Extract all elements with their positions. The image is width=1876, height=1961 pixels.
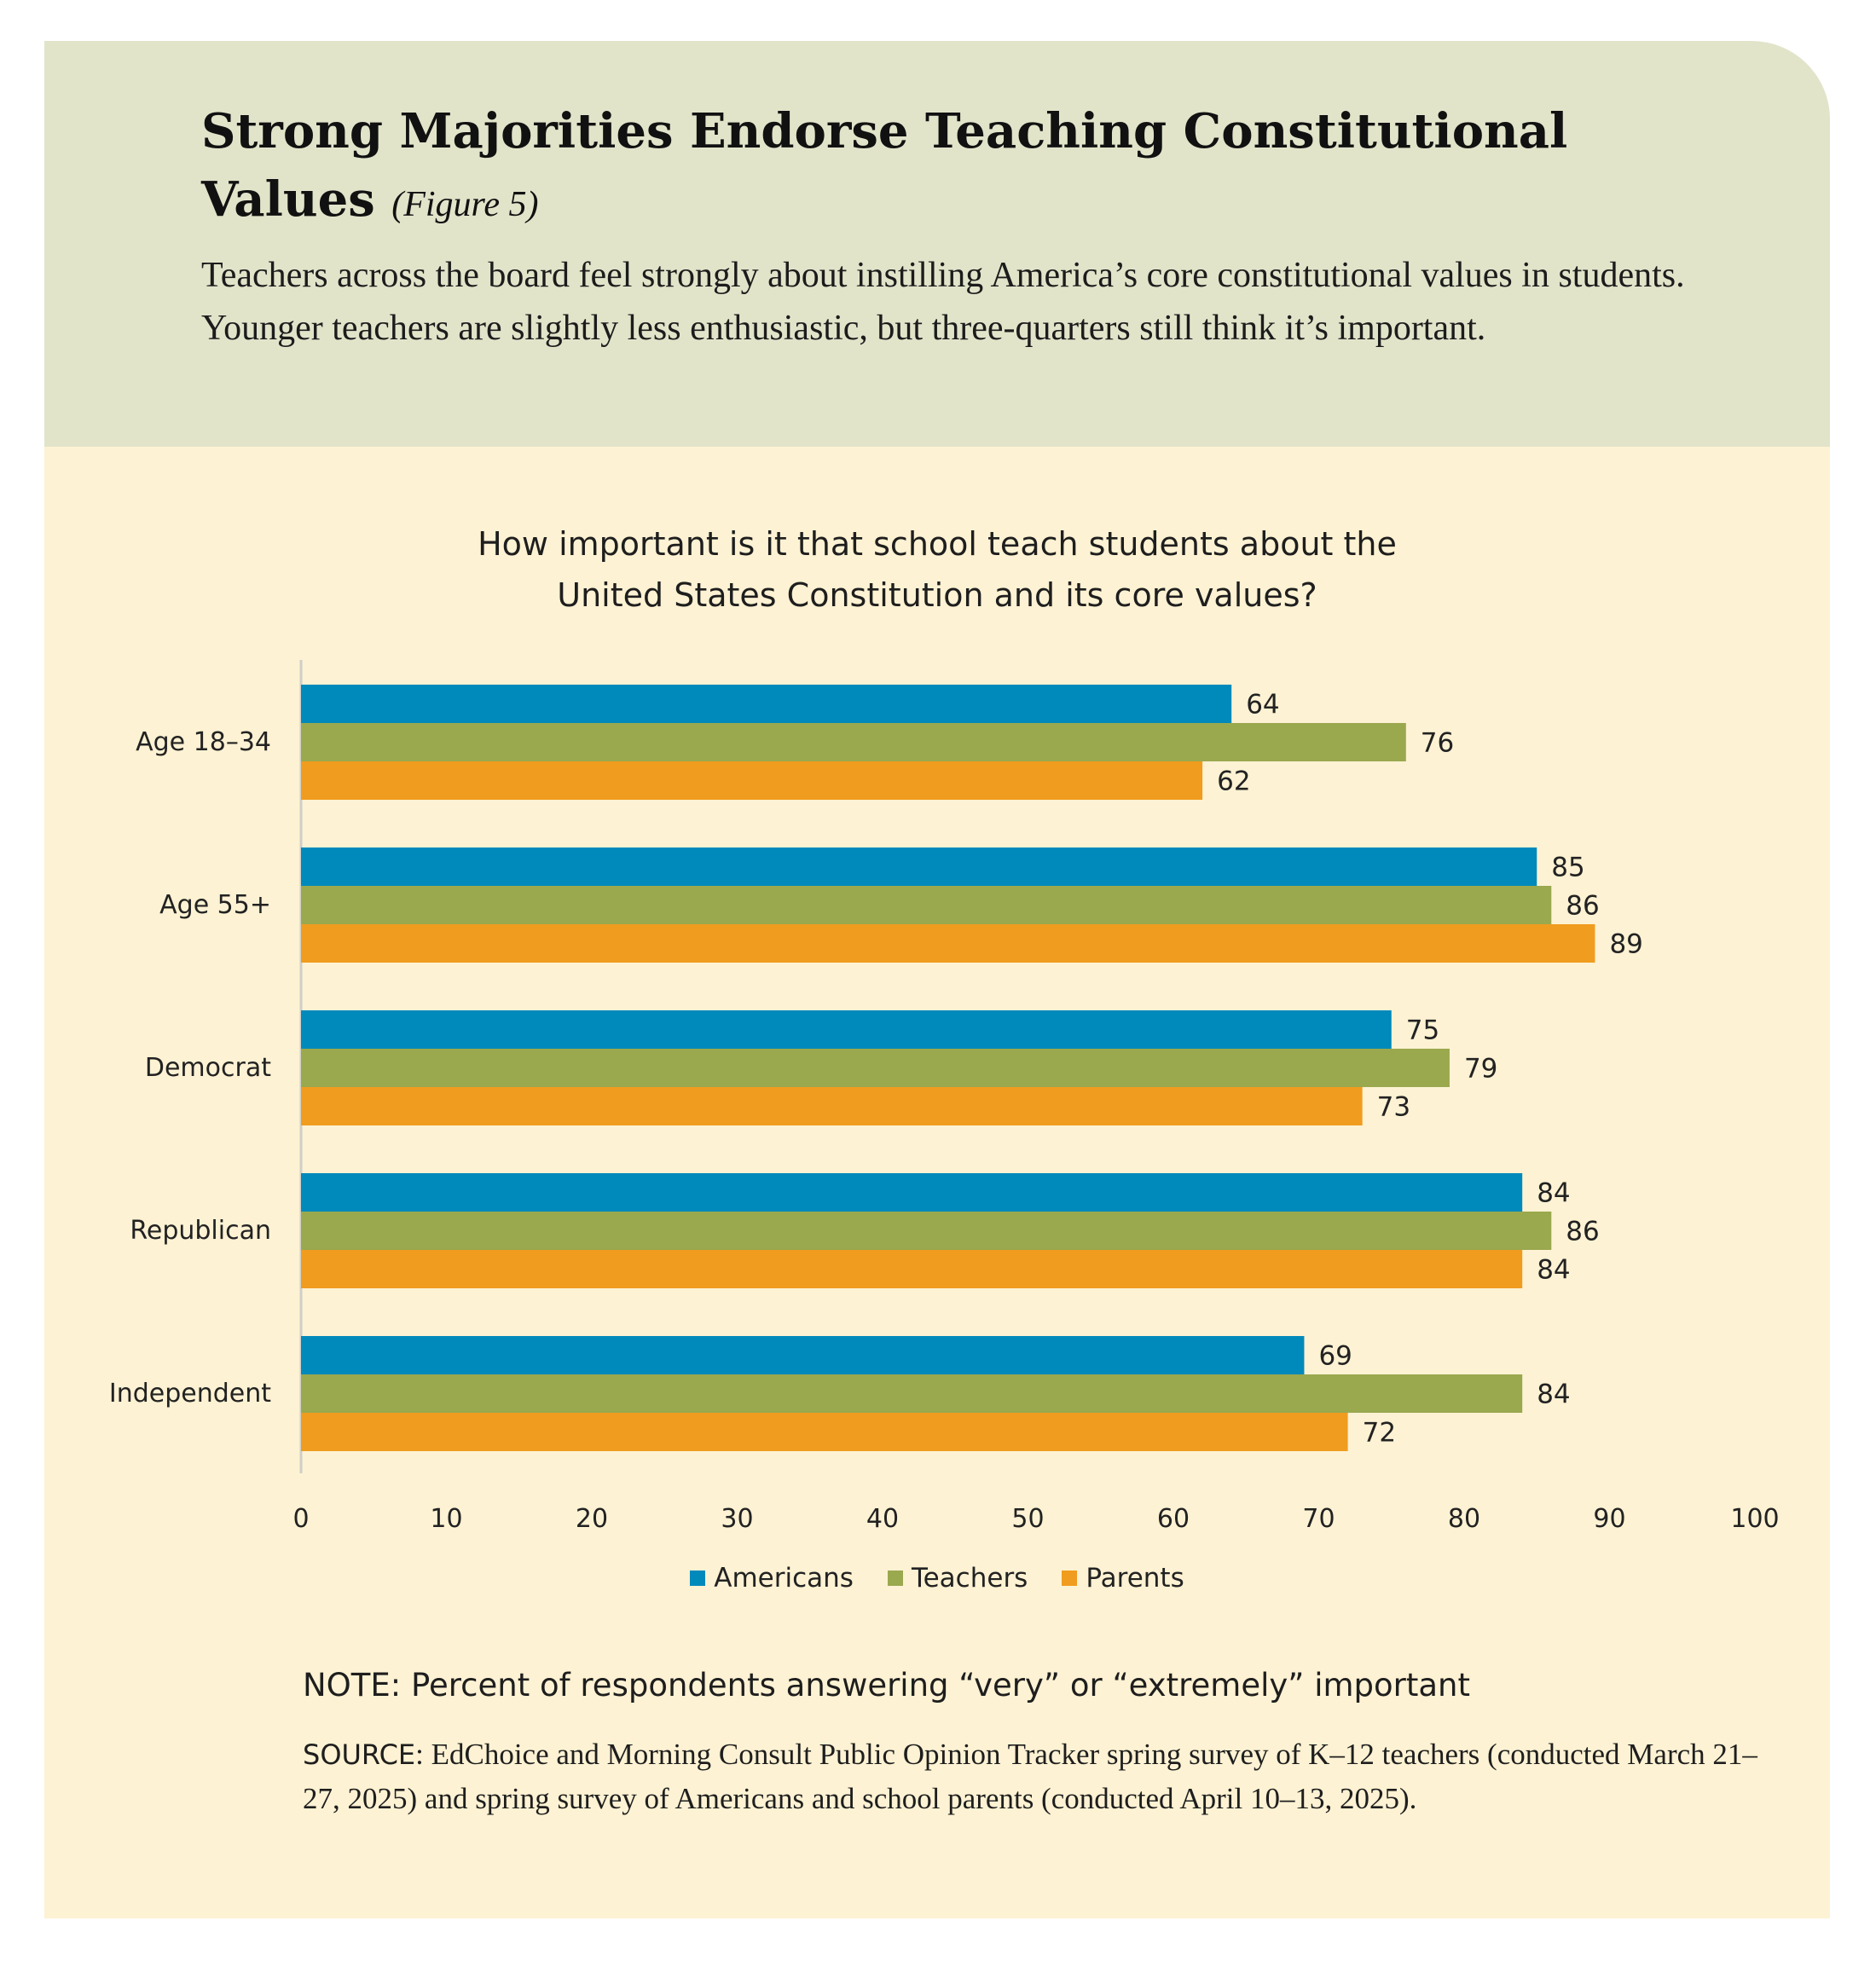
category-label: Democrat — [144, 1053, 271, 1083]
bar-value-label: 76 — [1420, 727, 1455, 759]
bar-value-label: 84 — [1537, 1177, 1571, 1209]
legend-label: Americans — [714, 1563, 854, 1594]
legend-swatch — [690, 1571, 705, 1586]
bar-value-label: 73 — [1376, 1091, 1411, 1123]
source-text: : EdChoice and Morning Consult Public Opinion Tracker spring survey of K–12 teachers (conducted March 21–27, 2025) and spring survey of Americans and school parents (conducted April 10–13, 2025). — [303, 1738, 1757, 1815]
bar-parents — [301, 1413, 1348, 1451]
x-tick-label: 90 — [1593, 1504, 1626, 1534]
x-tick-label: 40 — [866, 1504, 900, 1534]
x-tick-label: 80 — [1447, 1504, 1481, 1534]
bar-value-label: 89 — [1609, 928, 1643, 960]
bar-value-label: 62 — [1217, 766, 1251, 797]
chart-question-line-2: United States Constitution and its core values? — [557, 576, 1317, 614]
category-label: Age 55+ — [159, 890, 271, 920]
legend-swatch — [888, 1571, 903, 1586]
figure-card — [44, 41, 1830, 1918]
bar-parents — [301, 1087, 1363, 1125]
x-tick-label: 60 — [1156, 1504, 1190, 1534]
bar-value-label: 86 — [1566, 1216, 1600, 1247]
x-tick-label: 100 — [1730, 1504, 1780, 1534]
chart-legend — [44, 1563, 1830, 1594]
legend-label: Teachers — [911, 1563, 1028, 1594]
x-tick-label: 50 — [1011, 1504, 1045, 1534]
legend-item-parents — [1062, 1563, 1184, 1594]
bar-value-label: 79 — [1463, 1053, 1498, 1085]
bar-teachers — [301, 886, 1551, 924]
bar-teachers — [301, 1374, 1522, 1413]
chart-question-line-1: How important is it that school teach students about the — [478, 525, 1397, 563]
bar-americans — [301, 1173, 1522, 1212]
x-tick-label: 20 — [575, 1504, 609, 1534]
bar-americans — [301, 685, 1231, 723]
bar-teachers — [301, 723, 1406, 761]
bar-value-label: 64 — [1246, 689, 1280, 720]
legend-item-teachers — [888, 1563, 1028, 1594]
bar-teachers — [301, 1049, 1450, 1087]
bar-americans — [301, 1336, 1304, 1374]
bar-value-label: 69 — [1318, 1340, 1352, 1372]
bar-parents — [301, 761, 1202, 800]
bar-parents — [301, 924, 1595, 963]
bar-teachers — [301, 1212, 1551, 1250]
bar-value-label: 84 — [1537, 1379, 1571, 1410]
legend-swatch — [1062, 1571, 1077, 1586]
x-tick-label: 70 — [1302, 1504, 1335, 1534]
x-tick-label: 30 — [721, 1504, 754, 1534]
figure-title-text: Strong Majorities Endorse Teaching Constitutional Values — [201, 103, 1568, 228]
bar-chart — [44, 41, 1830, 1542]
figure-number: (Figure 5) — [391, 185, 539, 224]
bar-value-label: 85 — [1551, 852, 1585, 883]
x-tick-label: 10 — [430, 1504, 463, 1534]
bar-value-label: 72 — [1362, 1417, 1397, 1449]
legend-item-americans — [690, 1563, 854, 1594]
figure-subtitle: Teachers across the board feel strongly about instilling America’s core constitutional values in students. Younger teachers are slightly less enthusiastic, but three-quarters still think it’s important. — [201, 256, 1685, 348]
source-label: SOURCE — [303, 1738, 416, 1771]
chart-source — [303, 1733, 1769, 1821]
x-tick-label: 0 — [292, 1504, 310, 1534]
category-label: Age 18–34 — [136, 727, 271, 757]
legend-label: Parents — [1086, 1563, 1184, 1594]
bar-value-label: 86 — [1566, 890, 1600, 922]
bar-americans — [301, 1010, 1392, 1049]
bar-value-label: 84 — [1537, 1254, 1571, 1286]
chart-note: NOTE: Percent of respondents answering “very” or “extremely” important — [303, 1667, 1470, 1704]
bar-parents — [301, 1250, 1522, 1288]
category-label: Independent — [108, 1379, 271, 1409]
category-label: Republican — [130, 1216, 271, 1246]
bar-value-label: 75 — [1405, 1015, 1440, 1046]
bar-americans — [301, 847, 1537, 886]
